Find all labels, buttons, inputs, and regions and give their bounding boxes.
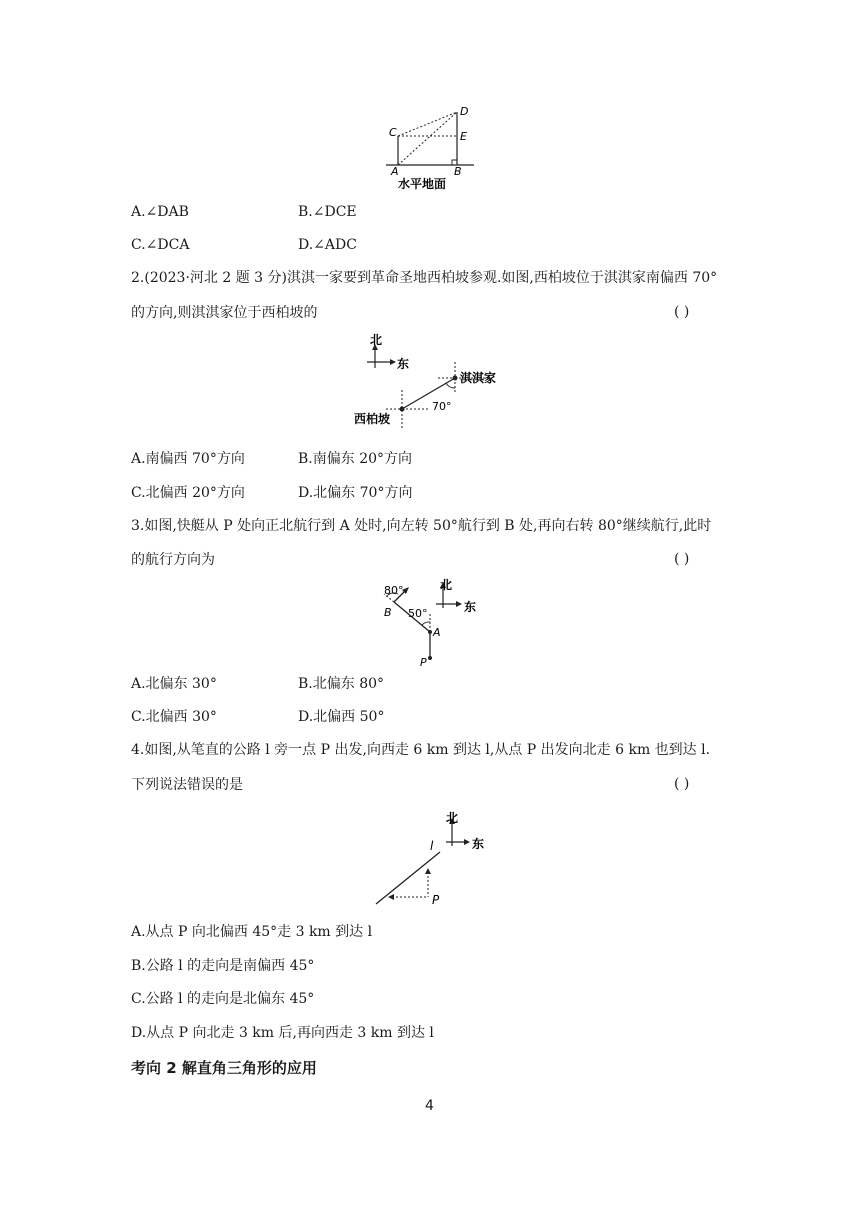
q1-option-b[interactable]: B.∠DCE	[298, 204, 357, 220]
q3-stem-line2: 的航行方向为	[131, 552, 215, 568]
q2-option-b[interactable]: B.南偏东 20°方向	[298, 451, 413, 467]
figure-4-diagram	[368, 806, 498, 910]
label-a: A	[433, 626, 441, 639]
section-heading: 考向 2 解直角三角形的应用	[131, 1059, 317, 1077]
q4-option-a[interactable]: A.从点 P 向北偏西 45°走 3 km 到达 l	[131, 924, 373, 940]
xibaipo-label: 西柏坡	[354, 412, 391, 426]
label-e: E	[460, 130, 467, 143]
q2-answer-paren[interactable]: ( )	[674, 304, 690, 320]
road-label-l: l	[430, 839, 434, 853]
q1-option-d[interactable]: D.∠ADC	[298, 237, 357, 253]
q4-option-b[interactable]: B.公路 l 的走向是南偏西 45°	[131, 958, 315, 974]
label-p: P	[432, 893, 440, 907]
home-label: 淇淇家	[460, 371, 497, 385]
q2-option-c[interactable]: C.北偏西 20°方向	[131, 485, 245, 501]
page-number: 4	[425, 1098, 434, 1114]
compass-east-label: 东	[397, 357, 410, 371]
figure-3-diagram	[360, 574, 490, 670]
compass-north-label: 北	[446, 811, 459, 825]
label-c: C	[389, 126, 397, 139]
q2-stem-line2: 的方向,则淇淇家位于西柏坡的	[131, 305, 318, 321]
q3-option-c[interactable]: C.北偏西 30°	[131, 709, 217, 725]
angle-80-label: 80°	[384, 584, 404, 597]
q4-option-d[interactable]: D.从点 P 向北走 3 km 后,再向西走 3 km 到达 l	[131, 1025, 434, 1041]
compass-north-label: 北	[370, 333, 383, 347]
ground-label: 水平地面	[398, 177, 447, 191]
angle-70-label: 70°	[432, 400, 452, 413]
label-d: D	[460, 105, 469, 118]
compass-east-label: 东	[464, 600, 477, 614]
q3-option-a[interactable]: A.北偏东 30°	[131, 676, 217, 692]
q4-stem-line1: 4.如图,从笔直的公路 l 旁一点 P 出发,向西走 6 km 到达 l,从点 P 出发向北走 6 km 也到达 l.	[131, 742, 711, 758]
q2-option-d[interactable]: D.北偏东 70°方向	[298, 485, 413, 501]
q3-option-b[interactable]: B.北偏东 80°	[298, 676, 385, 692]
figure-2-diagram	[350, 330, 520, 434]
label-a: A	[391, 165, 399, 178]
label-b: B	[384, 606, 392, 619]
compass-east-label: 东	[472, 837, 485, 851]
q4-answer-paren[interactable]: ( )	[674, 776, 690, 792]
q1-option-c[interactable]: C.∠DCA	[131, 237, 190, 253]
q3-option-d[interactable]: D.北偏西 50°	[298, 709, 385, 725]
label-p: P	[420, 656, 427, 669]
label-b: B	[454, 165, 462, 178]
figure-1-diagram	[378, 100, 488, 200]
q2-option-a[interactable]: A.南偏西 70°方向	[131, 451, 245, 467]
q3-answer-paren[interactable]: ( )	[674, 551, 690, 567]
q3-stem-line1: 3.如图,快艇从 P 处向正北航行到 A 处时,向左转 50°航行到 B 处,再向右转 80°继续航行,此时	[131, 518, 712, 534]
q1-option-a[interactable]: A.∠DAB	[131, 204, 189, 220]
angle-50-label: 50°	[408, 607, 428, 620]
q4-option-c[interactable]: C.公路 l 的走向是北偏东 45°	[131, 991, 315, 1007]
q4-stem-line2: 下列说法错误的是	[131, 777, 243, 793]
compass-north-label: 北	[440, 578, 453, 592]
q2-stem-line1: 2.(2023·河北 2 题 3 分)淇淇一家要到革命圣地西柏坡参观.如图,西柏坡位于淇淇家南偏西 70°	[131, 270, 718, 286]
